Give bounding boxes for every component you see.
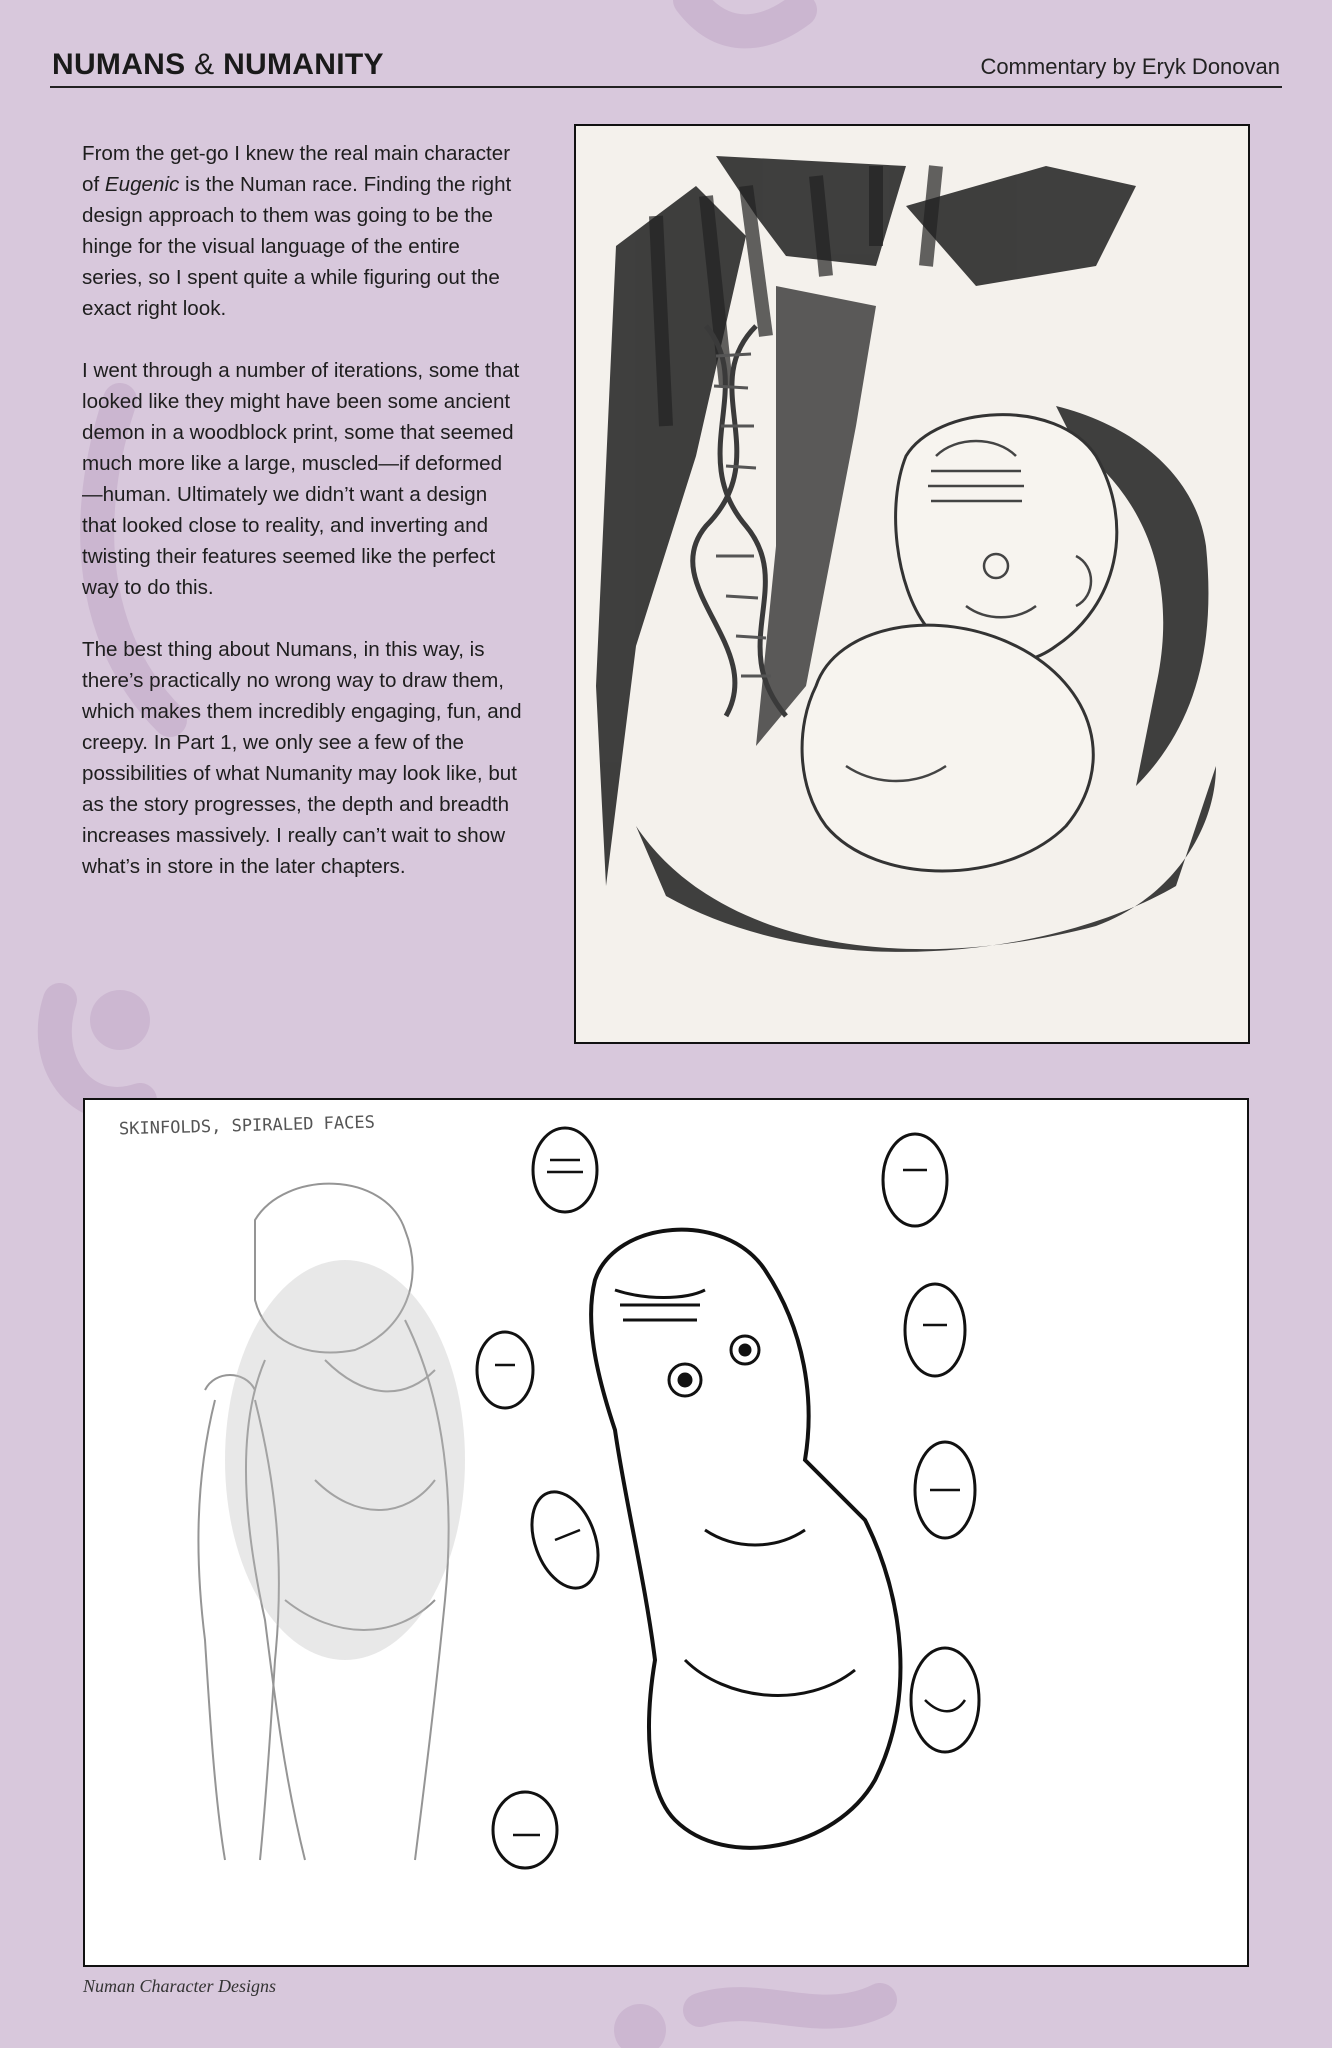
commentary-text	[82, 138, 522, 913]
title-numans: NUMANS	[52, 48, 186, 81]
sketch-handwritten-note: SKINFOLDS, SPIRALED FACES	[118, 1112, 376, 1140]
numan-design-sheet-drawing	[85, 1100, 1247, 1965]
paragraph-2: I went through a number of iterations, some that looked like they might have been some ancient demon in a woodblock print, some that seemed much more like a large, muscled—if deformed—human. Ultimately we didn’t want a design that looked close to reality, and inverting and twisting their features seemed like the perfect way to do this.	[82, 359, 520, 599]
title-ampersand: &	[194, 48, 215, 81]
p1-text-start: From the get-go I knew the real main character of	[82, 142, 511, 196]
page-header	[50, 44, 1282, 88]
figure-caption: Numan Character Designs	[83, 1976, 276, 1996]
byline: Commentary by Eryk Donovan	[980, 54, 1280, 79]
fetal-numan-ink-drawing	[576, 126, 1248, 1042]
paragraph-3: The best thing about Numans, in this way, is there’s practically no wrong way to draw them, which makes them incredibly engaging, fun, and creepy. In Part 1, we only see a few of the possibilities of what Numanity may look like, but as the story progresses, the depth and breadth increases massively. I really can’t wait to show what’s in store in the later chapters.	[82, 638, 522, 878]
p1-text-end: is the Numan race. Finding the right design approach to them was going to be the hinge for the visual language of the entire series, so I spent quite a while figuring out the exact right look.	[82, 173, 512, 320]
illustration-character-designs	[83, 1098, 1249, 1967]
series-title: Eugenic	[104, 173, 180, 196]
page-title	[52, 48, 384, 82]
illustration-fetal-numan	[574, 124, 1250, 1044]
title-numanity: NUMANITY	[223, 48, 384, 81]
paragraph-1	[82, 138, 522, 324]
